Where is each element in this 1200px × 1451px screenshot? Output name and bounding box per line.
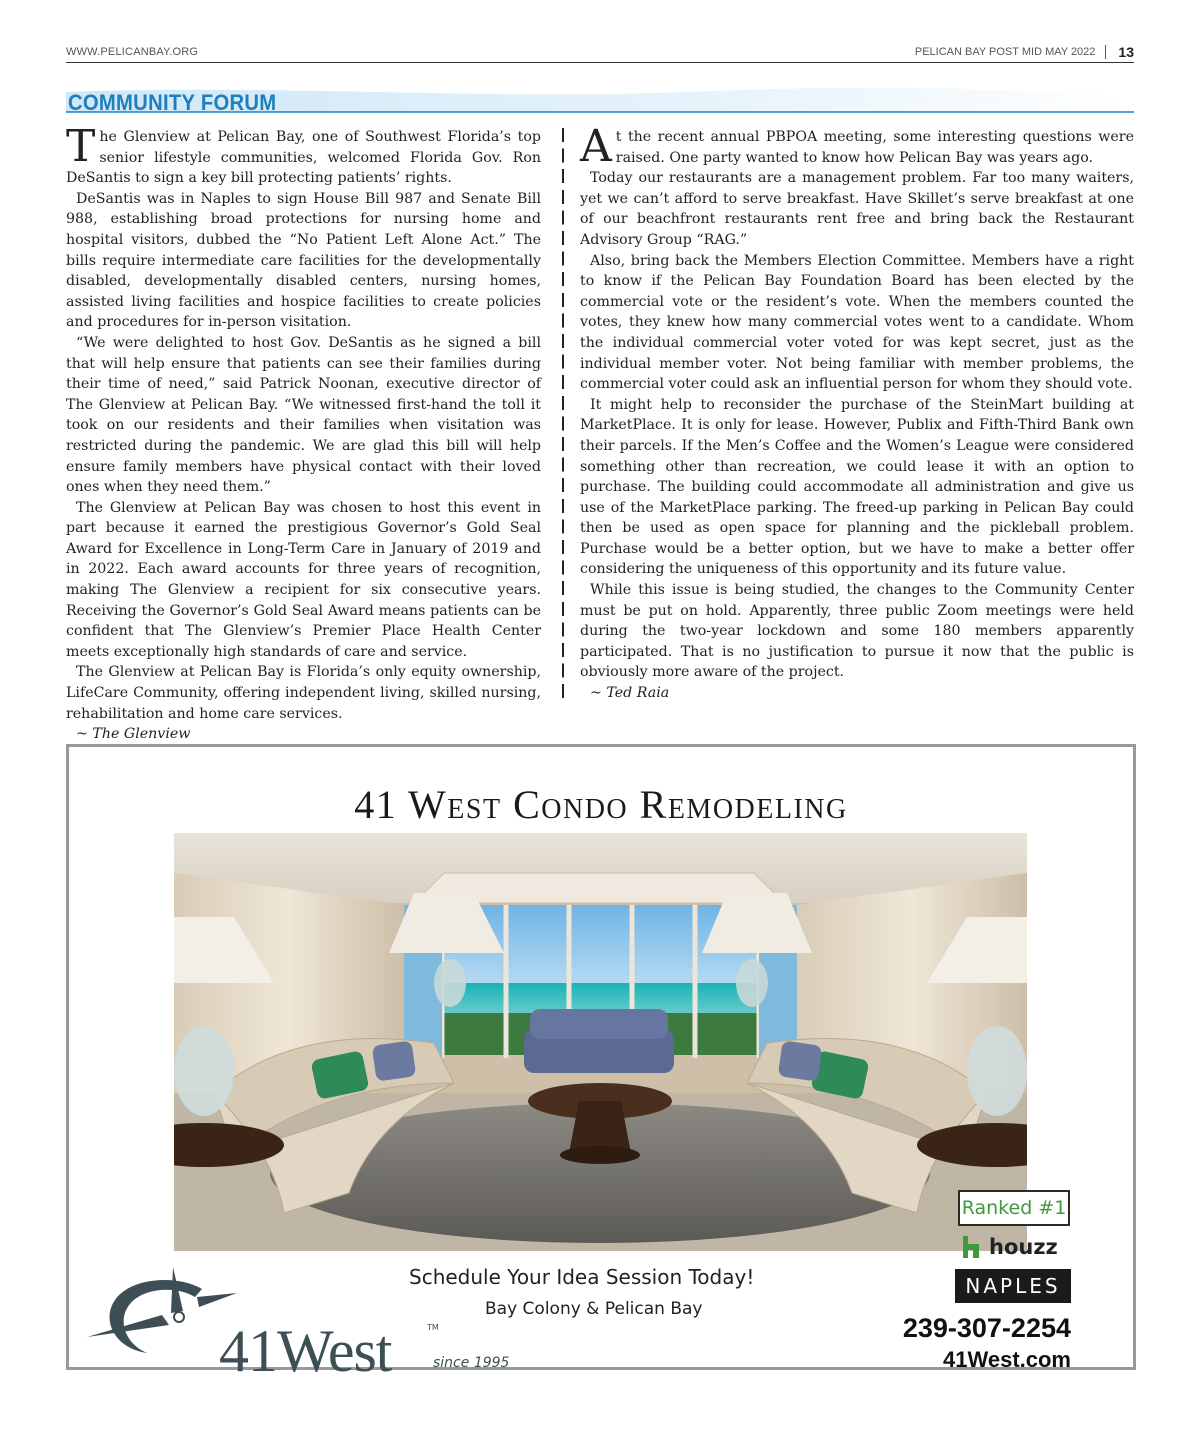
publication-issue: PELICAN BAY POST MID MAY 2022: [914, 46, 1096, 58]
advertisement-41west[interactable]: [66, 744, 1136, 1384]
living-room-illustration: [174, 833, 1027, 1251]
article-paragraph: DeSantis was in Naples to sign House Bill 987 and Senate Bill 988, establishing broad protections for nursing home and hospital visitors, dubbed the “No Patient Left Alone Act.” The bills require intermediate care facilities for the developmentally disabled, developmentally disabled centers, nursing homes, assisted living facilities and hospice facilities to create policies and procedures for in-person visitation.: [66, 190, 541, 331]
ad-since: since 1995: [433, 1355, 510, 1371]
trademark-mark: TM: [427, 1323, 439, 1332]
ad-phone[interactable]: 239-307-2254: [902, 1313, 1071, 1343]
article-signature: ~ The Glenview: [76, 726, 191, 743]
drop-cap: A: [580, 121, 612, 172]
section-title: COMMUNITY FORUM: [68, 90, 277, 115]
naples-badge: NAPLES: [955, 1269, 1071, 1303]
article-paragraph: Also, bring back the Members Election Committee. Members have a right to know if the Pelican Bay Foundation Board has been elected by the commercial vote or the resident’s vote. When the members counted the votes, they knew how many commercial votes went to a candidate. Whom the individual commercial voter voted for was kept secret, just as the individual member voter. Not being familiar with member problems, the commercial voter could ask an influential person for whom they should vote.: [580, 252, 1134, 393]
header-divider: [1105, 45, 1106, 59]
article-raia-letter: [580, 121, 1134, 704]
ad-tagline: Schedule Your Idea Session Today!: [409, 1265, 755, 1289]
article-paragraph: The Glenview at Pelican Bay, one of Southwest Florida’s top senior lifestyle communities, welcomed Florida Gov. Ron DeSantis to sign a key bill protecting patients’ rights.: [66, 121, 541, 187]
houzz-logo-icon: [961, 1236, 981, 1258]
ad-logo-wordmark: 41West: [219, 1318, 392, 1384]
ad-title: 41 West Condo Remodeling: [354, 782, 848, 827]
article-paragraph: While this issue is being studied, the changes to the Community Center must be put on hold. Apparently, three public Zoom meetings were held during the two-year lockdown and some 180 members apparently participated. That is no justification to pursue it now that the public is obviously more aware of the project.: [580, 582, 1134, 681]
article-paragraph: The Glenview at Pelican Bay was chosen to host this event in part because it earned the prestigious Governor’s Gold Seal Award for Excellence in Long-Term Care in January of 2019 and in 2022. Each award accounts for three years of recognition, making The Glenview a recipient for six consecutive years. Receiving the Governor’s Gold Seal Award means patients can be confident that The Glenview’s Premier Place Health Center meets exceptionally high standards of care and service.: [66, 499, 541, 660]
article-glenview: [66, 121, 541, 745]
living-room-photo: [174, 833, 1027, 1251]
article-signature: ~ Ted Raia: [590, 685, 670, 702]
article-paragraph: “We were delighted to host Gov. DeSantis as he signed a bill that will help ensure that patients can see their families during their time of need,” said Patrick Noonan, executive director of The Glenview at Pelican Bay. “We witnessed first-hand the toll it took on our residents and their families when visitation was restricted during the pandemic. We are glad this bill will help ensure family members have physical contact with their loved ones when they need them.”: [66, 334, 541, 496]
article-paragraph: Today our restaurants are a management problem. Far too many waiters, yet we can’t afford to serve breakfast. Have Skillet’s serve breakfast at one of our beachfront restaurants rent free and bring back the Restaurant Advisory Group “RAG.”: [580, 170, 1134, 248]
section-banner: [66, 86, 1134, 118]
drop-cap: T: [66, 121, 96, 172]
ranked-badge: Ranked #1: [958, 1190, 1070, 1226]
ad-website[interactable]: 41West.com: [943, 1347, 1071, 1372]
houzz-badge: [961, 1235, 1058, 1259]
article-paragraph: At the recent annual PBPOA meeting, some interesting questions were raised. One party wanted to know how Pelican Bay was years ago.: [580, 121, 1134, 172]
column-divider: [562, 128, 564, 698]
page-header-right: [915, 44, 1134, 60]
houzz-label: houzz: [989, 1235, 1058, 1259]
article-paragraph: The Glenview at Pelican Bay is Florida’s only equity ownership, LifeCare Community, offering independent living, skilled nursing, rehabilitation and home care services.: [66, 664, 541, 722]
site-url[interactable]: WWW.PELICANBAY.ORG: [66, 46, 199, 58]
article-paragraph: It might help to reconsider the purchase of the SteinMart building at MarketPlace. It is only for lease. However, Publix and Fifth-Third Bank own their parcels. If the Men’s Coffee and the Women’s League were considered something other than recreation, we could lease it with an option to purchase. The building could accommodate all administration and give us use of the MarketPlace parking. The freed-up parking in Pelican Bay could then be used as open space for planning and the pickleball problem. Purchase would be a better option, but we have to make a better offer considering the uniqueness of this opportunity and its future value.: [580, 396, 1134, 578]
ad-locations: Bay Colony & Pelican Bay: [485, 1299, 703, 1319]
page-number: 13: [1118, 44, 1134, 60]
header-rule: [66, 62, 1134, 63]
